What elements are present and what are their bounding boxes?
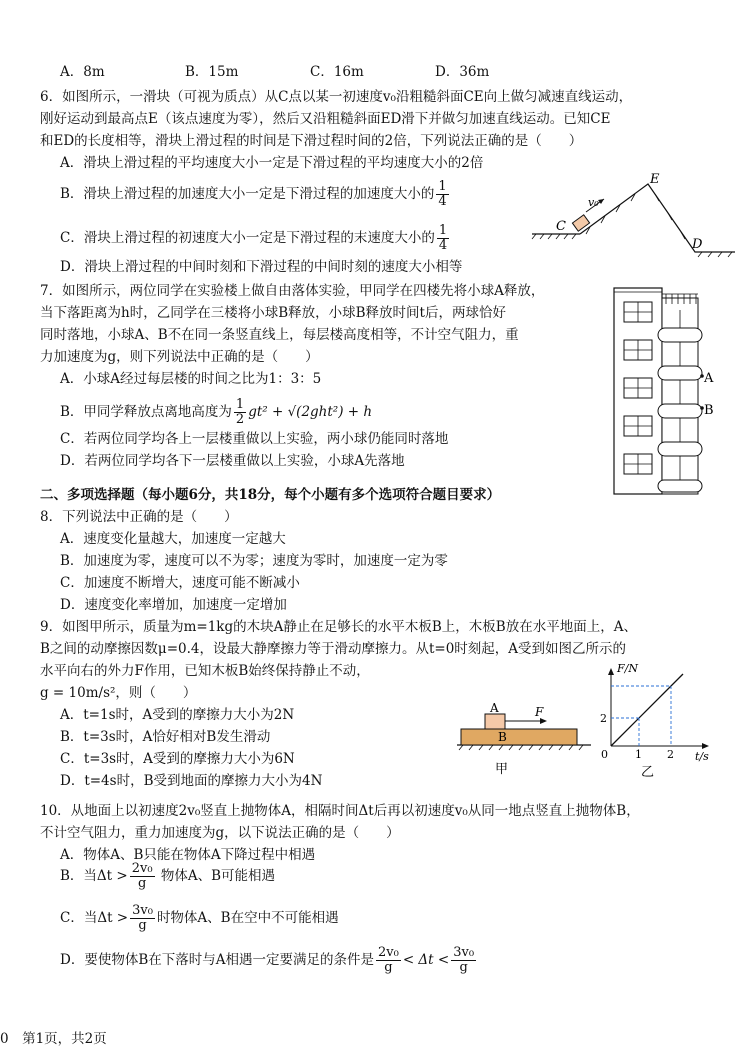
caption-jia: 甲	[495, 762, 509, 777]
label-force: F	[535, 705, 544, 719]
label-d: D	[692, 237, 703, 252]
page-footer: 0 第1页，共2页	[0, 1031, 107, 1047]
label-b: B	[704, 403, 714, 418]
caption-yi: 乙	[641, 765, 655, 780]
label-board-b: B	[498, 730, 507, 744]
q10-option-c-pre: C．当Δt >	[60, 910, 129, 926]
q9-stem-line3: 水平向右的外力F作用，已知木板B始终保持静止不动，	[40, 663, 370, 679]
q8-option-b: B．加速度为零，速度可以不为零；速度为零时，加速度一定为零	[60, 553, 448, 569]
q7-option-b-formula: gt² + √(2ght²) + h	[248, 404, 373, 420]
label-x2: 2	[667, 748, 674, 761]
label-xlabel: t/s	[695, 750, 709, 763]
q10-stem-line1: 10．从地面上以初速度2v₀竖直上抛物体A，相隔时间Δt后再以初速度v₀从同一地点竖直上抛物体B，	[40, 803, 640, 819]
q10-option-b-post: 物体A、B可能相遇	[160, 868, 275, 884]
label-y2: 2	[600, 712, 607, 725]
q9-option-c: C．t=3s时，A受到的摩擦力大小为6N	[60, 751, 295, 767]
label-v0: v₀	[588, 196, 599, 209]
frac-numerator: 2v₀	[378, 945, 399, 960]
q10-option-d-pre: D．要使物体B在下落时与A相遇一定要满足的条件是	[60, 952, 374, 968]
q6-option-c-text: C．滑块上滑过程的初速度大小一定是下滑过程的末速度大小的	[60, 230, 435, 246]
label-ylabel: F/N	[617, 662, 638, 675]
q9-option-d: D．t=4s时，B受到地面的摩擦力大小为4N	[60, 773, 323, 789]
label-x1: 1	[635, 748, 642, 761]
label-block-a: A	[490, 701, 499, 715]
section-2-heading: 二、多项选择题（每小题6分，共18分，每个小题有多个选项符合题目要求）	[40, 487, 501, 503]
q9-figure-jia	[455, 695, 595, 785]
q7-option-b-text: B．甲同学释放点离地高度为	[60, 404, 232, 420]
q6-option-d: D．滑块上滑过程的中间时刻和下滑过程的中间时刻的速度大小相等	[60, 259, 463, 275]
q6-option-c	[60, 224, 451, 253]
q5-option-c: C．16m	[310, 64, 364, 80]
frac-numerator: 1	[235, 397, 245, 412]
q10-option-b	[60, 862, 275, 891]
q5-option-a: A．8m	[60, 64, 105, 80]
frac-denominator: 2	[235, 412, 245, 427]
q7-building-figure	[612, 280, 722, 498]
label-origin: 0	[601, 748, 608, 761]
q10-option-c-post: 时物体A、B在空中不可能相遇	[156, 910, 339, 926]
q9-stem-line1: 9．如图甲所示，质量为m=1kg的木块A静止在足够长的水平木板B上，木板B放在水平地面上，A、	[40, 619, 637, 635]
board-b	[461, 729, 577, 745]
q7-stem-line1: 7．如图所示，两位同学在实验楼上做自由落体实验，甲同学在四楼先将小球A释放，	[40, 283, 545, 299]
force-line	[611, 674, 683, 746]
frac-denominator: g	[384, 960, 393, 975]
q9-option-a: A．t=1s时，A受到的摩擦力大小为2N	[60, 707, 295, 723]
q9-option-b: B．t=3s时，A恰好相对B发生滑动	[60, 729, 271, 745]
q6-option-a: A．滑块上滑过程的平均速度大小一定是下滑过程的平均速度大小的2倍	[60, 155, 484, 171]
frac-numerator: 1	[438, 223, 448, 238]
q6-option-c-fraction	[437, 224, 449, 253]
label-e: E	[650, 172, 660, 187]
q10-option-a: A．物体A、B只能在物体A下降过程中相遇	[60, 847, 316, 863]
label-c: C	[556, 219, 566, 234]
q10-stem-line2: 不计空气阻力，重力加速度为g，以下说法正确的是（ ）	[40, 825, 400, 841]
frac-denominator: 4	[438, 238, 448, 253]
q6-stem-line1: 6．如图所示，一滑块（可视为质点）从C点以某一初速度v₀沿粗糙斜面CE向上做匀减速直线运动，	[40, 89, 633, 105]
q7-option-a: A．小球A经过每层楼的时间之比为1：3：5	[60, 371, 322, 387]
q9-stem-line4: g = 10m/s²，则（ ）	[40, 685, 197, 701]
q8-option-a: A．速度变化量越大，加速度一定越大	[60, 531, 286, 547]
q7-option-c: C．若两位同学均各上一层楼重做以上实验，两小球仍能同时落地	[60, 431, 449, 447]
q6-option-b	[60, 180, 451, 209]
q10-option-c	[60, 904, 339, 933]
q6-incline-figure	[530, 172, 740, 262]
q5-options	[60, 63, 489, 81]
q8-option-c: C．加速度不断增大，速度可能不断减小	[60, 575, 300, 591]
q7-stem-line2: 当下落距离为h时，乙同学在三楼将小球B释放，小球B释放时间t后，两球恰好	[40, 305, 506, 321]
q6-option-b-fraction	[436, 180, 448, 209]
q8-stem: 8．下列说法中正确的是（ ）	[40, 509, 238, 525]
frac-denominator: 4	[438, 194, 447, 209]
q7-option-b-fraction	[234, 398, 246, 427]
frac-numerator: 1	[438, 179, 447, 194]
q6-option-b-text: B．滑块上滑过程的加速度大小一定是下滑过程的加速度大小的	[60, 186, 435, 202]
q9-figure-yi	[597, 660, 722, 780]
q10-option-d	[60, 946, 478, 975]
q6-stem-line3: 和ED的长度相等，滑块上滑过程的时间是下滑过程时间的2倍，下列说法正确的是（ ）	[40, 133, 583, 149]
q5-option-b: B．15m	[185, 64, 239, 80]
q7-option-b	[60, 398, 372, 427]
frac-denominator: g	[138, 918, 147, 933]
block-a	[485, 714, 505, 729]
q10-option-d-mid: < Δt <	[402, 952, 450, 968]
frac-denominator: g	[137, 876, 147, 891]
frac-denominator: g	[459, 960, 468, 975]
q5-option-d: D．36m	[435, 64, 490, 80]
q10-option-b-fraction	[130, 862, 155, 891]
q7-stem-line3: 同时落地，小球A、B不在同一条竖直线上，每层楼高度相等，不计空气阻力，重	[40, 327, 519, 343]
q10-option-d-fraction-2	[451, 946, 476, 975]
frac-numerator: 2v₀	[131, 861, 153, 876]
q7-stem-line4: 力加速度为g，则下列说法中正确的是（ ）	[40, 349, 319, 365]
frac-numerator: 3v₀	[453, 945, 475, 960]
q7-option-d: D．若两位同学均各下一层楼重做以上实验，小球A先落地	[60, 453, 405, 469]
q6-stem-line2: 刚好运动到最高点E（该点速度为零），然后又沿粗糙斜面ED滑下并做匀加速直线运动。已知CE	[40, 111, 611, 127]
q9-stem-line2: B之间的动摩擦因数μ=0.4，设最大静摩擦力等于滑动摩擦力。从t=0时刻起，A受到如图乙所示的	[40, 641, 627, 657]
label-a: A	[704, 371, 714, 386]
q10-option-b-pre: B．当Δt >	[60, 868, 128, 884]
q8-option-d: D．速度变化率增加，加速度一定增加	[60, 597, 287, 613]
q10-option-c-fraction	[130, 904, 155, 933]
q10-option-d-fraction-1	[376, 946, 401, 975]
frac-numerator: 3v₀	[132, 903, 153, 918]
